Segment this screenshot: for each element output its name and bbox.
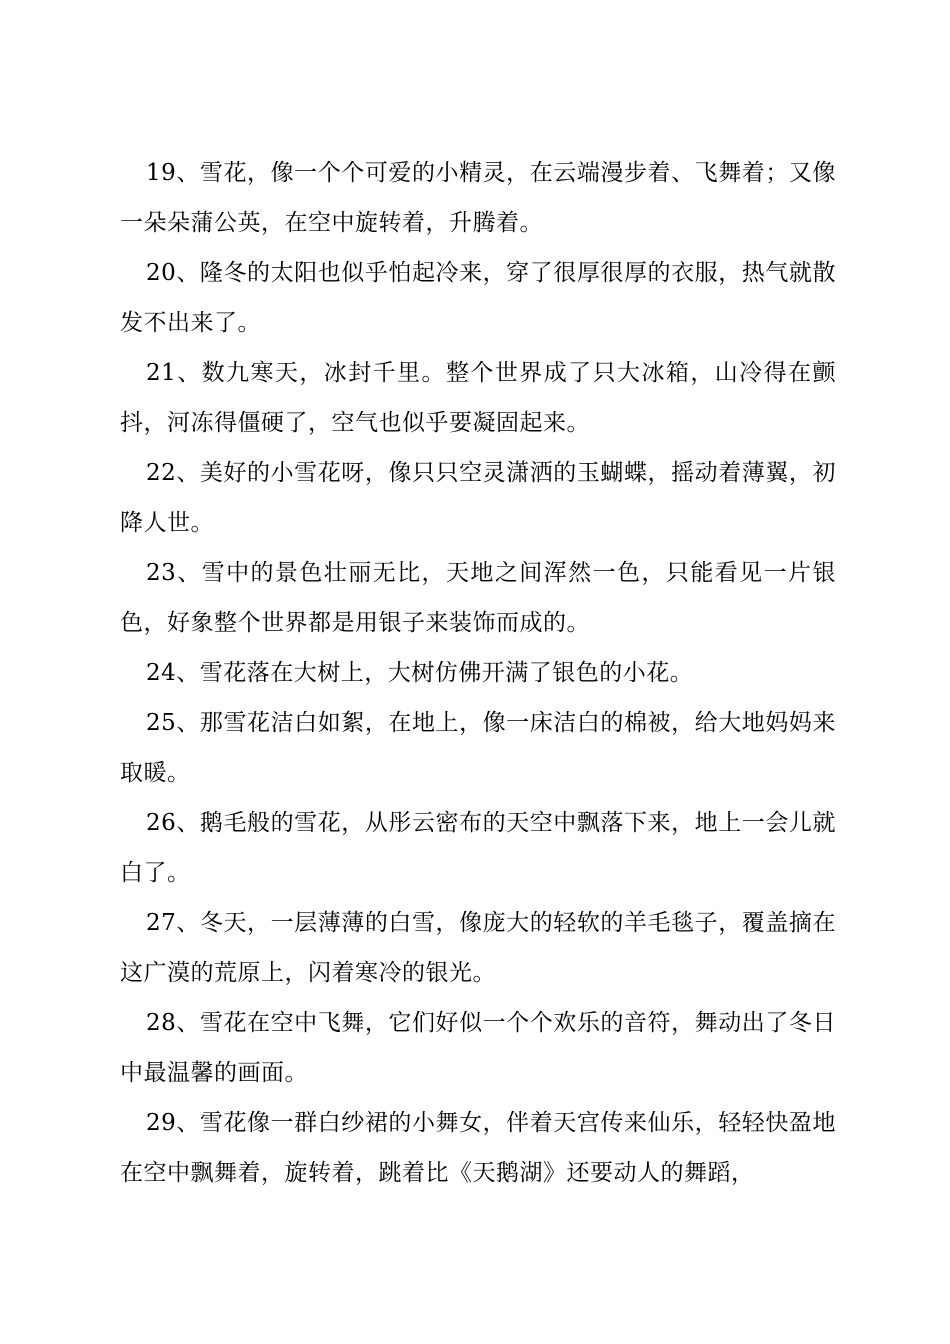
paragraph-21: 21、数九寒天，冰封千里。整个世界成了只大冰箱，山冷得在颤抖，河冻得僵硬了，空气也似乎要凝固起来。 — [120, 360, 836, 436]
paragraph-25: 25、那雪花洁白如絮，在地上，像一床洁白的棉被，给大地妈妈来取暖。 — [120, 710, 836, 786]
document-body — [120, 148, 836, 1198]
paragraph-19: 19、雪花，像一个个可爱的小精灵，在云端漫步着、飞舞着；又像一朵朵蒲公英，在空中旋转着，升腾着。 — [120, 160, 836, 236]
paragraph-22: 22、美好的小雪花呀，像只只空灵潇洒的玉蝴蝶，摇动着薄翼，初降人世。 — [120, 460, 836, 536]
paragraph-26: 26、鹅毛般的雪花，从彤云密布的天空中飘落下来，地上一会儿就白了。 — [120, 810, 836, 886]
paragraph-23: 23、雪中的景色壮丽无比，天地之间浑然一色，只能看见一片银色，好象整个世界都是用银子来装饰而成的。 — [120, 560, 836, 636]
paragraph-28: 28、雪花在空中飞舞，它们好似一个个欢乐的音符，舞动出了冬日中最温馨的画面。 — [120, 1010, 836, 1086]
paragraph-27: 27、冬天，一层薄薄的白雪，像庞大的轻软的羊毛毯子，覆盖摘在这广漠的荒原上，闪着寒冷的银光。 — [120, 910, 836, 986]
paragraph-24: 24、雪花落在大树上，大树仿佛开满了银色的小花。 — [146, 660, 694, 686]
paragraph-29: 29、雪花像一群白纱裙的小舞女，伴着天宫传来仙乐，轻轻快盈地在空中飘舞着，旋转着，跳着比《天鹅湖》还要动人的舞蹈， — [120, 1110, 836, 1186]
paragraph-20: 20、隆冬的太阳也似乎怕起冷来，穿了很厚很厚的衣服，热气就散发不出来了。 — [120, 260, 836, 336]
